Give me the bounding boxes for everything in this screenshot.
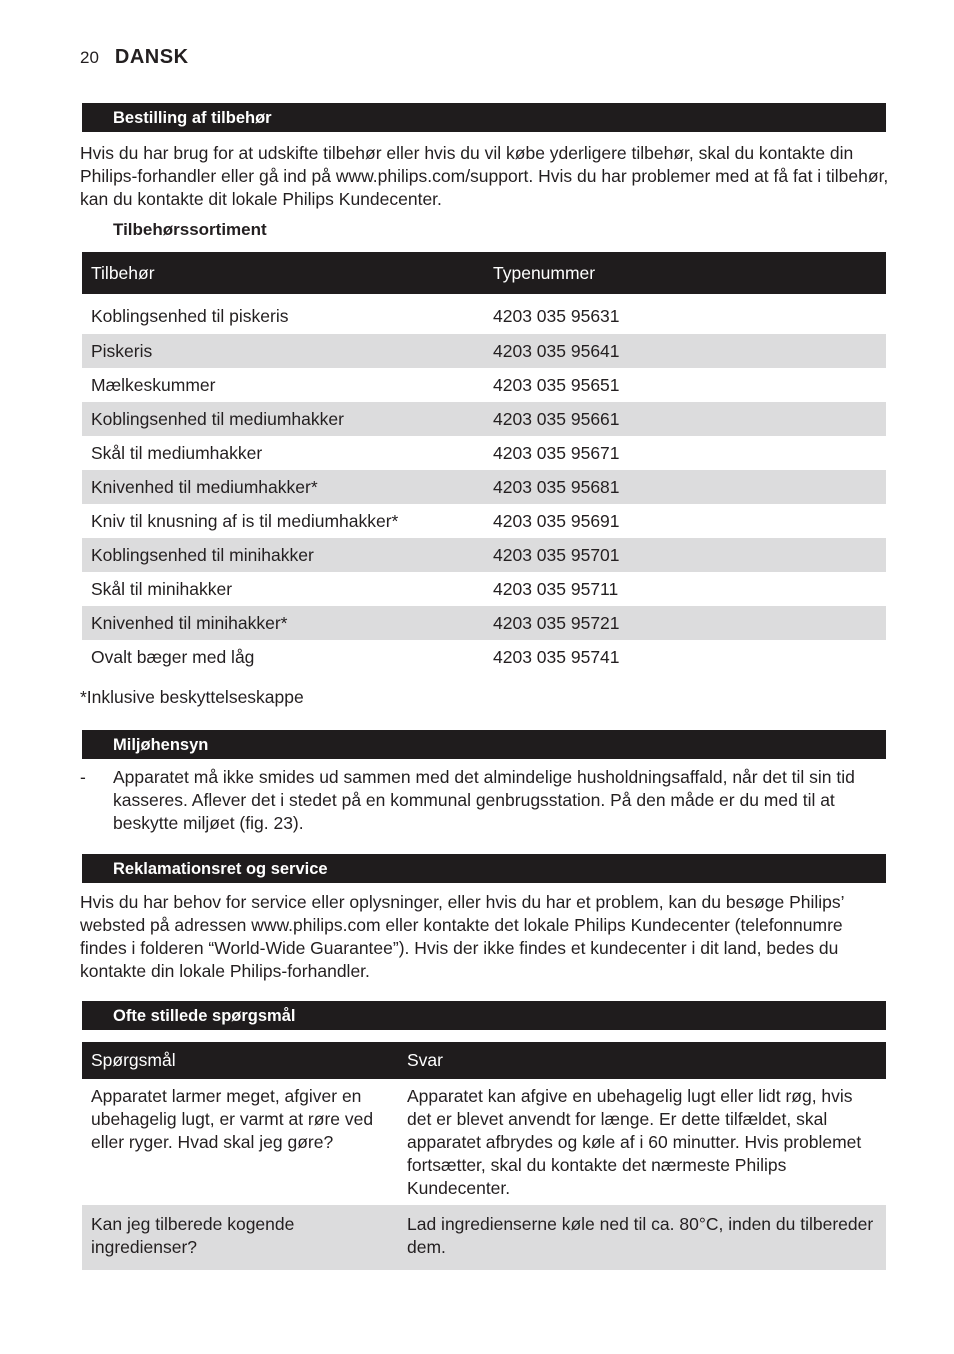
table-row [82, 368, 886, 402]
table-header-row [82, 252, 886, 294]
accessory-cell: Knivenhed til minihakker* [82, 606, 484, 640]
section-title-environment: Miljøhensyn [82, 730, 886, 759]
page-header [80, 46, 189, 76]
table-row [82, 1205, 886, 1270]
accessory-cell: Skål til mediumhakker [91, 442, 263, 463]
table-row [82, 436, 886, 470]
table-row [82, 606, 886, 640]
accessory-cell: Piskeris [82, 334, 484, 368]
accessory-cell: Mælkeskummer [91, 374, 216, 395]
table-row [82, 538, 886, 572]
table-row [82, 572, 886, 606]
table-row [82, 1079, 886, 1205]
ordering-text: Hvis du har brug for at udskifte tilbehør eller hvis du vil købe yderligere tilbehør, skal du kontakte din Philips-forhandler eller gå ind på www.philips.com/support. Hvis du har problemer med at få fat i tilbehør, kan du kontakte dit lokale Philips Kundecenter. [80, 143, 889, 209]
answer-cell: Lad ingredienserne køle ned til ca. 80°C, inden du tilbereder dem. [398, 1205, 886, 1270]
col-header-question: Spørgsmål [82, 1042, 398, 1079]
col-header-accessory: Tilbehør [82, 252, 484, 294]
type-number-cell: 4203 035 95681 [484, 470, 886, 504]
table-row [82, 470, 886, 504]
section-title-faq: Ofte stillede spørgsmål [82, 1001, 886, 1030]
answer-cell: Apparatet kan afgive en ubehagelig lugt eller lidt røg, hvis det er blevet anvendt for længe. Er dette tilfældet, skal apparatet afbrydes og køle af i 60 minutter. Hvis problemet fortsætter, skal du kontakte det nærmeste Philips Kundecenter. [407, 1086, 862, 1198]
type-number-cell: 4203 035 95641 [484, 334, 886, 368]
table-header-row [82, 1042, 886, 1079]
type-number-cell: 4203 035 95721 [484, 606, 886, 640]
accessory-cell: Knivenhed til mediumhakker* [82, 470, 484, 504]
type-number-cell: 4203 035 95711 [493, 578, 619, 599]
col-header-answer: Svar [398, 1042, 886, 1079]
footnote: *Inklusive beskyttelseskappe [80, 687, 304, 707]
table-row [82, 294, 886, 334]
table-row [82, 640, 886, 674]
environment-text: Apparatet må ikke smides ud sammen med det almindelige husholdningsaffald, når det til sin tid kasseres. Aflever det i stedet på en kommunal genbrugsstation. På den måde er du med til at beskytte miljøet (fig. 23). [113, 767, 855, 833]
page-number: 20 [80, 48, 99, 67]
type-number-cell: 4203 035 95631 [493, 305, 620, 326]
table-row [82, 334, 886, 368]
environment-bullet [80, 766, 890, 835]
type-number-cell: 4203 035 95661 [484, 402, 886, 436]
table-row [82, 402, 886, 436]
accessory-cell: Koblingsenhed til minihakker [82, 538, 484, 572]
type-number-cell: 4203 035 95691 [493, 510, 620, 531]
accessories-subtitle: Tilbehørssortiment [113, 220, 267, 239]
accessory-cell: Koblingsenhed til piskeris [91, 305, 289, 326]
language-label: DANSK [114, 46, 189, 68]
accessory-cell: Skål til minihakker [91, 578, 233, 599]
question-cell: Apparatet larmer meget, afgiver en ubehagelig lugt, er varmt at røre ved eller ryger. Hvad skal jeg gøre? [91, 1086, 374, 1152]
table-row [82, 504, 886, 538]
faq-table [82, 1042, 886, 1270]
question-cell: Kan jeg tilberede kogende ingredienser? [82, 1205, 398, 1270]
type-number-cell: 4203 035 95701 [484, 538, 886, 572]
type-number-cell: 4203 035 95651 [493, 374, 620, 395]
section-title-guarantee: Reklamationsret og service [82, 854, 886, 883]
type-number-cell: 4203 035 95671 [493, 442, 620, 463]
type-number-cell: 4203 035 95741 [493, 646, 620, 667]
accessory-cell: Koblingsenhed til mediumhakker [82, 402, 484, 436]
accessories-table [82, 252, 886, 674]
guarantee-text: Hvis du har behov for service eller oplysninger, eller hvis du har et problem, kan du besøge Philips’ websted på adressen www.philips.com eller kontakte det lokale Philips Kundecenter (telefonnumre findes i folderen “World-Wide Guarantee”). Hvis der ikke findes et kundecenter i dit land, bedes du kontakte din lokale Philips-forhandler. [80, 892, 844, 981]
col-header-type-number: Typenummer [484, 252, 886, 294]
accessory-cell: Ovalt bæger med låg [91, 646, 255, 667]
bullet-dash: - [80, 767, 86, 787]
section-title-ordering: Bestilling af tilbehør [82, 103, 886, 132]
accessory-cell: Kniv til knusning af is til mediumhakker* [91, 510, 399, 531]
